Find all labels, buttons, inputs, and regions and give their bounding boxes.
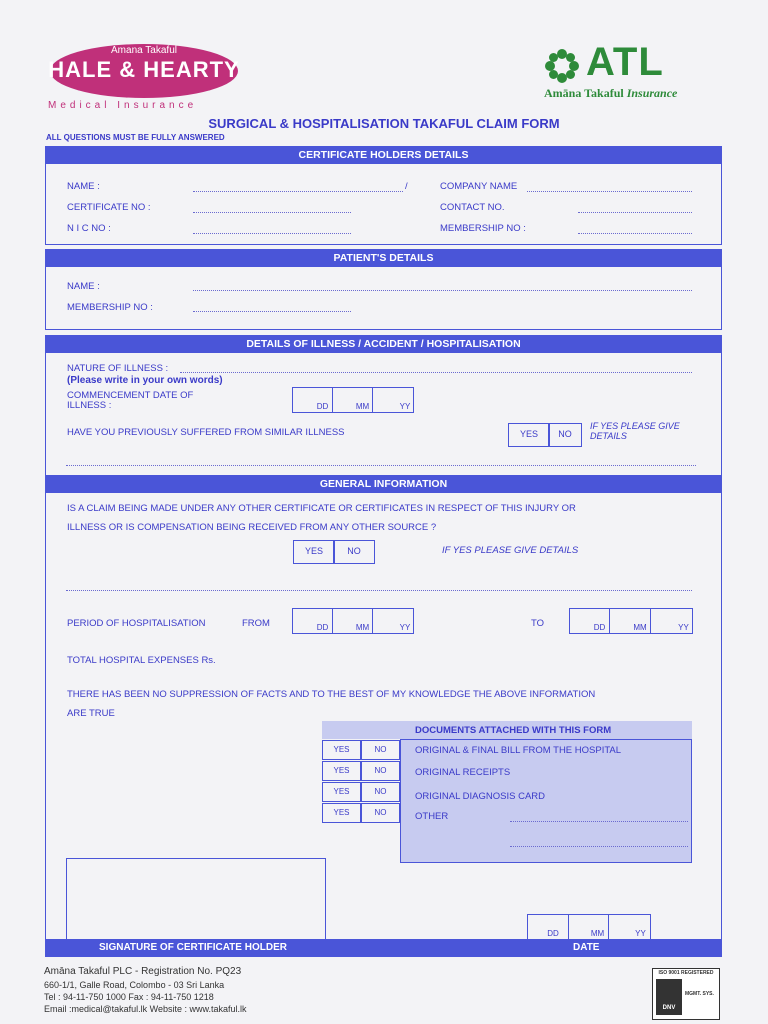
to-label: TO: [531, 618, 545, 629]
yy-label: YY: [678, 623, 689, 632]
total-expenses-label: TOTAL HOSPITAL EXPENSES Rs.: [67, 655, 216, 666]
declaration-line2: ARE TRUE: [67, 708, 115, 719]
previous-illness-label: HAVE YOU PREVIOUSLY SUFFERED FROM SIMILAR ILLNESS: [67, 427, 345, 438]
dd-label: DD: [547, 929, 559, 938]
claim-no-box[interactable]: NO: [333, 540, 375, 564]
patient-membership-field[interactable]: [193, 311, 351, 312]
patient-name-field[interactable]: [193, 290, 692, 291]
membership-label: MEMBERSHIP NO :: [440, 223, 526, 234]
contact-no-label: CONTACT NO.: [440, 202, 505, 213]
doc-yes-3[interactable]: YES: [322, 782, 361, 802]
company-line-2: 660-1/1, Galle Road, Colombo - 03 Sri Lanka: [44, 980, 225, 990]
doc-item-1: ORIGINAL & FINAL BILL FROM THE HOSPITAL: [415, 745, 622, 756]
commence-label-2: ILLNESS :: [67, 400, 112, 411]
contact-no-field[interactable]: [578, 212, 692, 213]
company-line-4: Email :medical@takaful.lk Website : www.takaful.lk: [44, 1004, 247, 1014]
mm-label: MM: [355, 402, 370, 411]
claim-details-field[interactable]: [66, 590, 692, 591]
dd-label: DD: [316, 623, 329, 632]
atl-tagline-italic: Insurance: [626, 86, 678, 100]
doc-row-1: [322, 740, 400, 760]
from-label: FROM: [242, 618, 270, 629]
atl-tagline-main: Amāna Takaful: [544, 86, 624, 100]
doc-row-4: [322, 803, 400, 823]
commence-label: COMMENCEMENT DATE OF: [67, 390, 194, 401]
doc-no-3[interactable]: NO: [361, 782, 400, 802]
claim-question-line1: IS A CLAIM BEING MADE UNDER ANY OTHER CERTIFICATE OR CERTIFICATES IN RESPECT OF THIS INJURY OR: [67, 503, 576, 514]
cert-no-field[interactable]: [193, 212, 351, 213]
signature-box[interactable]: [66, 858, 326, 940]
signature-label: SIGNATURE OF CERTIFICATE HOLDER: [99, 942, 287, 953]
period-label: PERIOD OF HOSPITALISATION: [67, 618, 206, 629]
claim-question-line2: ILLNESS OR IS COMPENSATION BEING RECEIVED FROM ANY OTHER SOURCE ?: [67, 522, 437, 533]
dd-label: DD: [593, 623, 606, 632]
logo-top-text: Amana Takaful: [111, 45, 177, 56]
ifyes-details-label: IF YES PLEASE GIVE: [590, 421, 680, 431]
commence-date-field[interactable]: [292, 387, 414, 413]
doc-other-field-2[interactable]: [510, 846, 688, 847]
doc-item-2: ORIGINAL RECEIPTS: [415, 767, 511, 778]
previous-no-box[interactable]: NO: [548, 423, 582, 447]
patient-name-label: NAME :: [67, 281, 100, 292]
form-title: SURGICAL & HOSPITALISATION TAKAFUL CLAIM FORM: [208, 116, 560, 131]
doc-item-3: ORIGINAL DIAGNOSIS CARD: [415, 791, 546, 802]
mm-label: MM: [355, 623, 370, 632]
claim-yes-box[interactable]: YES: [293, 540, 335, 564]
doc-no-2[interactable]: NO: [361, 761, 400, 781]
logo-main-text: HALE & HEARTY: [48, 57, 240, 82]
atl-tagline: [544, 86, 677, 101]
declaration-line1: THERE HAS BEEN NO SUPPRESSION OF FACTS AND TO THE BEST OF MY KNOWLEDGE THE ABOVE INFORMATION: [67, 689, 596, 700]
logo-sub-text: Medical Insurance: [48, 100, 198, 111]
patient-section-header: PATIENT'S DETAILS: [45, 249, 722, 267]
doc-no-1[interactable]: NO: [361, 740, 400, 760]
documents-header: DOCUMENTS ATTACHED WITH THIS FORM: [415, 725, 612, 736]
cert-name-label: NAME :: [67, 181, 100, 192]
atl-name: ATL: [586, 40, 664, 84]
nic-label: N I C NO :: [67, 223, 111, 234]
sign-date-field[interactable]: [527, 914, 651, 940]
doc-yes-2[interactable]: YES: [322, 761, 361, 781]
iso-badge: [652, 968, 720, 1020]
cert-slash: /: [405, 181, 408, 192]
doc-other-field-1[interactable]: [510, 821, 688, 822]
date-label: DATE: [573, 942, 600, 953]
doc-row-2: [322, 761, 400, 781]
company-line-3: Tel : 94-11-750 1000 Fax : 94-11-750 1218: [44, 992, 214, 1002]
to-date-field[interactable]: [569, 608, 693, 634]
doc-no-4[interactable]: NO: [361, 803, 400, 823]
nature-field[interactable]: [180, 372, 692, 373]
own-words-note: (Please write in your own words): [67, 375, 223, 386]
illness-details-field[interactable]: [66, 465, 696, 466]
general-section-header: GENERAL INFORMATION: [45, 475, 722, 493]
ifyes-details-label-2: DETAILS: [590, 431, 627, 441]
illness-section-header: DETAILS OF ILLNESS / ACCIDENT / HOSPITALISATION: [45, 335, 722, 353]
company-line-1: Amāna Takaful PLC - Registration No. PQ23: [44, 966, 242, 977]
nature-label: NATURE OF ILLNESS :: [67, 363, 169, 374]
atl-logo: [544, 40, 734, 102]
notice-text: ALL QUESTIONS MUST BE FULLY ANSWERED: [46, 133, 225, 142]
patient-section-panel: [45, 267, 722, 330]
doc-row-3: [322, 782, 400, 802]
membership-field[interactable]: [578, 233, 692, 234]
iso-badge-org: DNV: [662, 1005, 676, 1011]
claim-ifyes-label: IF YES PLEASE GIVE DETAILS: [442, 545, 579, 556]
nic-field[interactable]: [193, 233, 351, 234]
dd-label: DD: [316, 402, 329, 411]
cert-section-header: CERTIFICATE HOLDERS DETAILS: [45, 146, 722, 164]
company-name-label: COMPANY NAME: [440, 181, 518, 192]
company-name-field[interactable]: [527, 191, 692, 192]
cert-no-label: CERTIFICATE NO :: [67, 202, 151, 213]
iso-badge-mid: MGMT. SYS.: [685, 991, 714, 997]
cert-name-field[interactable]: [193, 191, 403, 192]
mm-label: MM: [590, 929, 605, 938]
from-date-field[interactable]: [292, 608, 414, 634]
doc-yes-4[interactable]: YES: [322, 803, 361, 823]
patient-membership-label: MEMBERSHIP NO :: [67, 302, 153, 313]
yy-label: YY: [399, 623, 411, 632]
yy-label: YY: [635, 929, 646, 938]
flower-icon: [544, 48, 580, 84]
doc-yes-1[interactable]: YES: [322, 740, 361, 760]
doc-item-4: OTHER: [415, 811, 449, 822]
hale-hearty-logo: [48, 42, 240, 100]
yy-label: YY: [399, 402, 411, 411]
mm-label: MM: [633, 623, 647, 632]
previous-yes-box[interactable]: YES: [508, 423, 550, 447]
iso-badge-top: ISO 9001 REGISTERED: [658, 970, 714, 976]
